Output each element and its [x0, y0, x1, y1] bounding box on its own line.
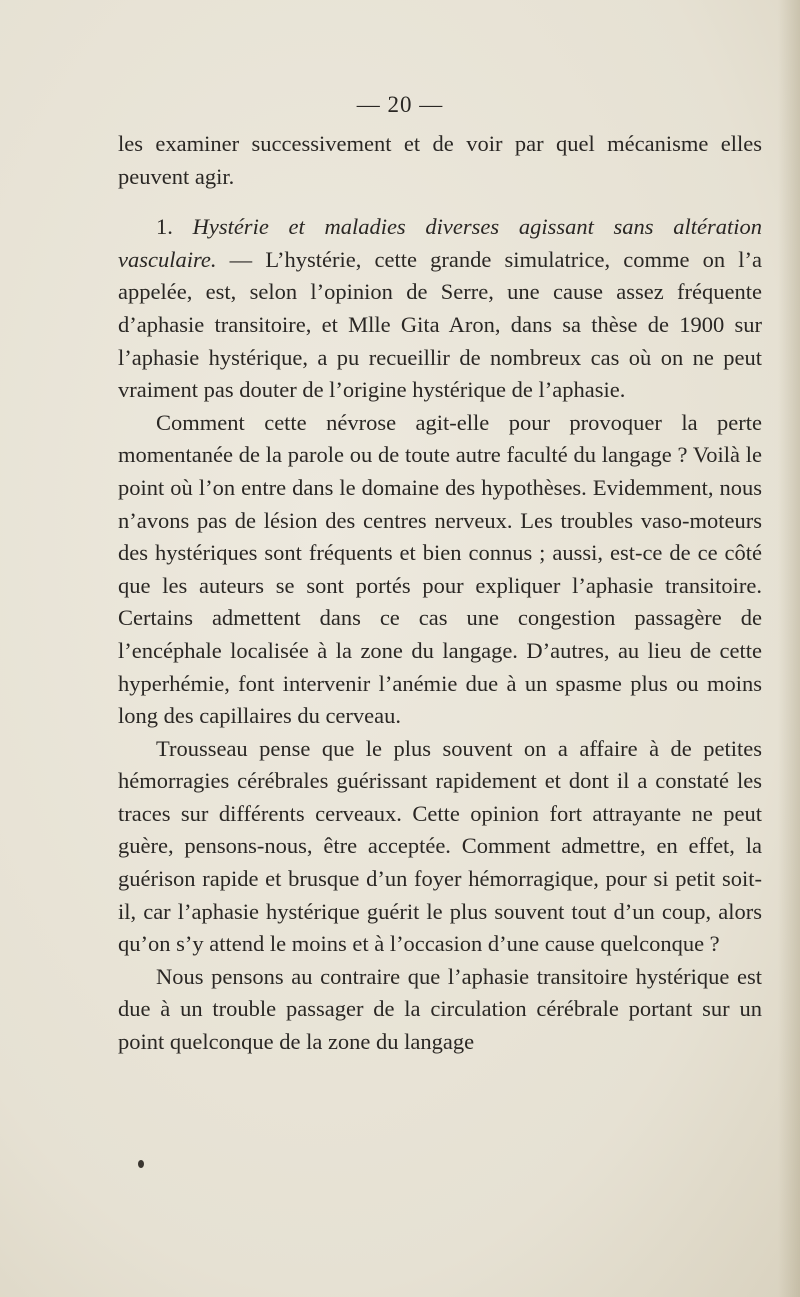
- section-number: 1.: [156, 214, 173, 240]
- paragraph-3: Comment cette névrose agit-elle pour provoquer la perte momentanée de la parole ou de toute autre faculté du langage ? Voilà le point où l’on entre dans le domaine des hypothèses. Evidemment, nous n’avons pas de lésion des centres nerveux. Les troubles vaso-moteurs des hystériques sont fréquents et bien connus ; aussi, est-ce de ce côté que les auteurs se sont portés pour expliquer l’aphasie transitoire. Certains admettent dans ce cas une congestion passagère de l’encéphale localisée à la zone du langage. D’autres, au lieu de cette hyperhémie, font intervenir l’anémie due à un spasme plus ou moins long des capillaires du cerveau.: [118, 409, 762, 729]
- page-number: — 20 —: [356, 92, 444, 117]
- ink-speck: [138, 1160, 144, 1168]
- paragraph-1: les examiner successivement et de voir par quel mécanisme elles peuvent agir.: [118, 131, 762, 189]
- paragraph-5: Nous pensons au contraire que l’aphasie transitoire hystérique est due à un trouble passager de la circulation cérébrale portant sur un point quelconque de la zone du langage: [118, 963, 762, 1055]
- body-text: [118, 128, 762, 1059]
- paragraph-2-text: — L’hystérie, cette grande simulatrice, comme on l’a appelée, est, selon l’opinion de Serre, une cause assez fréquente d’aphasie transitoire, et Mlle Gita Aron, dans sa thèse de 1900 sur l’aphasie hystérique, a pu recueillir de nombreux cas où on ne peut vraiment pas douter de l’origine hystérique de l’aphasie.: [118, 246, 762, 403]
- page-edge-shadow: [778, 0, 800, 1297]
- section-heading: Hystérie et maladies diverses agissant sans altération vasculaire.: [118, 214, 762, 272]
- paragraph-4: Trousseau pense que le plus souvent on a affaire à de petites hémorragies cérébrales guérissant rapidement et dont il a constaté les traces sur différents cerveaux. Cette opinion fort attrayante ne peut guère, pensons-nous, être acceptée. Comment admettre, en effet, la guérison rapide et brusque d’un foyer hémorragique, pour si petit soit-il, car l’aphasie hystérique guérit le plus souvent tout d’un coup, alors qu’on s’y attend le moins et à l’occasion d’une cause quelconque ?: [118, 735, 762, 957]
- paragraph-2: [118, 211, 762, 407]
